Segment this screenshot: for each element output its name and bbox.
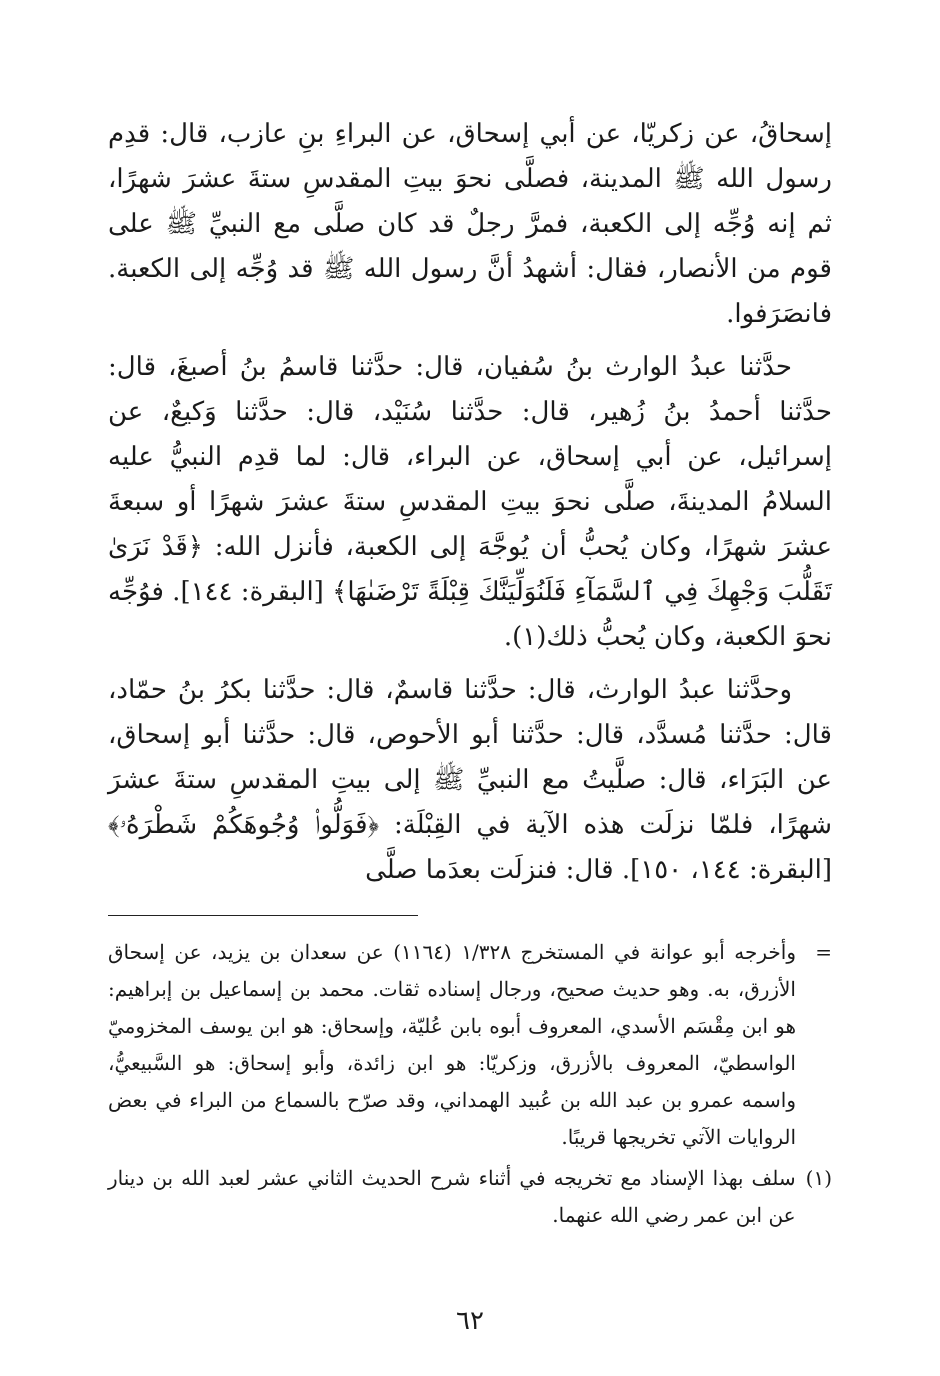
paragraph-3: وحدَّثنا عبدُ الوارث، قال: حدَّثنا قاسمٌ، قال: حدَّثنا بكرُ بنُ حمّاد، قال: حدَّثنا مُسدَّد، قال: حدَّثنا أبو الأحوص، قال: حدَّثنا أبو إسحاق، عن البَرَاء، قال: صلَّيتُ مع النبيِّ ﷺ إلى بيتِ المقدسِ ستةَ عشرَ شهرًا، فلمّا نزلَت هذه الآية في القِبْلَة: ﴿فَوَلُّوا۟ وُجُوهَكُمْ شَطْرَهُۥ﴾ [البقرة: ١٤٤، ١٥٠]. قال: فنزلَت بعدَما صلَّى [108,675,832,885]
footnote-mark: (١) [805,1166,832,1190]
footnote-1 [108,1160,832,1234]
main-text [108,112,832,893]
footnote-text: سلف بهذا الإسناد مع تخريجه في أثناء شرح الحديث الثاني عشر لعبد الله بن دينار عن ابن عمر رضي الله عنهما. [108,1166,796,1227]
footnote-divider [108,915,418,916]
paragraph-1: إسحاقُ، عن زكريّا، عن أبي إسحاق، عن البراءِ بنِ عازب، قال: قدِم رسول الله ﷺ المدينة، فصلَّى نحوَ بيتِ المقدسِ ستةَ عشرَ شهرًا، ثم إنه وُجِّه إلى الكعبة، فمرَّ رجلٌ قد كان صلَّى مع النبيِّ ﷺ على قوم من الأنصار، فقال: أشهدُ أنَّ رسول الله ﷺ قد وُجِّه إلى الكعبة. فانصَرَفوا. [108,119,832,329]
footnote-mark: = [815,940,832,964]
paragraph-2: حدَّثنا عبدُ الوارث بنُ سُفيان، قال: حدَّثنا قاسمُ بنُ أصبغَ، قال: حدَّثنا أحمدُ بنُ زُهير، قال: حدَّثنا سُنَيْد، قال: حدَّثنا وَكيعٌ، عن إسرائيل، عن أبي إسحاق، عن البراء، قال: لما قدِم النبيُّ عليه السلامُ المدينةَ، صلَّى نحوَ بيتِ المقدسِ ستةَ عشرَ شهرًا أو سبعةَ عشرَ شهرًا، وكان يُحبُّ أن يُوجَّهَ إلى الكعبة، فأنزل الله: ﴿قَدْ نَرَىٰ تَقَلُّبَ وَجْهِكَ فِي ٱلسَّمَآءِ فَلَنُوَلِّيَنَّكَ قِبْلَةً تَرْضَىٰهَا﴾ [البقرة: ١٤٤]. فوُجِّه نحوَ الكعبة، وكان يُحبُّ ذلك(١). [108,352,833,652]
footnotes [108,934,832,1234]
footnote-continuation [108,934,832,1156]
footnote-text: وأخرجه أبو عوانة في المستخرج ١/٣٢٨ (١١٦٤) عن سعدان بن يزيد، عن إسحاق الأزرق، به. وهو حديث صحيح، ورجال إسناده ثقات. محمد بن إسماعيل بن إبراهيم: هو ابن مِقْسَم الأسدي، المعروف أبوه بابن عُليّة، وإسحاق: هو ابن يوسف المخزوميّ الواسطيّ، المعروف بالأزرق، وزكريّا: هو ابن زائدة، وأبو إسحاق: هو السَّبيعيُّ، واسمه عمرو بن عبد الله بن عُبيد الهمداني، وقد صرّح بالسماع من البراء في بعض الروايات الآتي تخريجها قريبًا. [108,940,796,1149]
page-number: ٦٢ [456,1306,484,1336]
